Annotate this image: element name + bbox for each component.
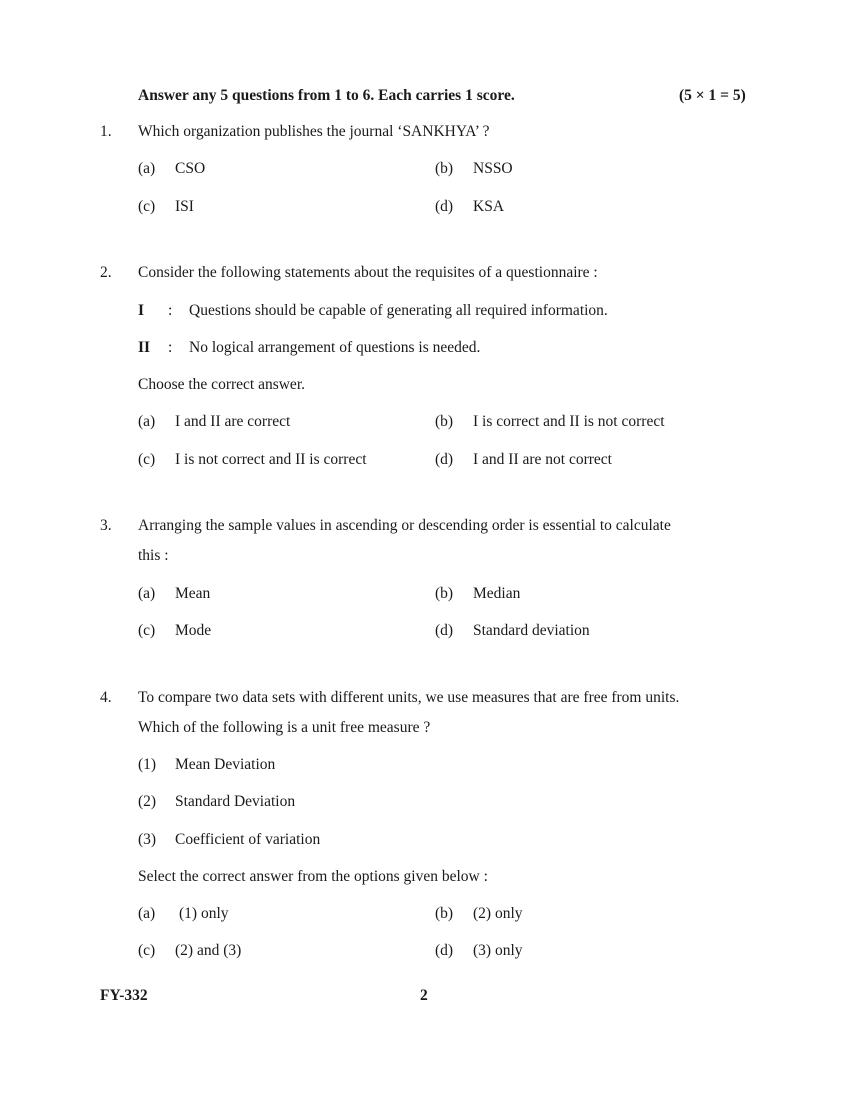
option-label: (b) [435,585,454,602]
option-text: (2) only [473,905,523,922]
question-number: 3. [100,517,112,534]
question-text-line-1: To compare two data sets with different units, we use measures that are free from units. [138,689,680,706]
option-label: (b) [435,160,454,177]
option-label: (a) [138,160,156,177]
option-label: (c) [138,451,156,468]
option-label: (d) [435,451,454,468]
question-text: Which organization publishes the journal ‘SANKHYA’ ? [138,123,490,140]
question-number: 1. [100,123,112,140]
question-prompt: Select the correct answer from the options given below : [138,868,488,885]
question-text: Consider the following statements about the requisites of a questionnaire : [138,264,598,281]
statement-label: I [138,302,145,319]
option-text: Mean [175,585,211,602]
option-text: I is not correct and II is correct [175,451,367,468]
score-label: (5 × 1 = 5) [679,87,746,104]
option-text: Median [473,585,521,602]
item-text: Mean Deviation [175,756,276,773]
question-text-line-2: this : [138,547,169,564]
item-label: (2) [138,793,157,810]
option-text: Standard deviation [473,622,590,639]
option-label: (c) [138,942,156,959]
item-text: Coefficient of variation [175,831,321,848]
option-text: I is correct and II is not correct [473,413,665,430]
question-text-line-1: Arranging the sample values in ascending or descending order is essential to calculate [138,517,671,534]
statement-text: Questions should be capable of generating all required information. [189,302,608,319]
question-prompt: Choose the correct answer. [138,376,305,393]
option-label: (c) [138,198,156,215]
page-number: 2 [420,987,428,1004]
instruction-line: Answer any 5 questions from 1 to 6. Each carries 1 score. [138,87,515,104]
option-label: (b) [435,413,454,430]
option-label: (d) [435,942,454,959]
option-label: (d) [435,622,454,639]
option-label: (a) [138,905,156,922]
option-text: (3) only [473,942,523,959]
statement-text: No logical arrangement of questions is needed. [189,339,481,356]
option-text: Mode [175,622,212,639]
statement-separator: : [168,339,173,356]
statement-label: II [138,339,151,356]
question-number: 4. [100,689,112,706]
item-text: Standard Deviation [175,793,296,810]
question-text-line-2: Which of the following is a unit free measure ? [138,719,431,736]
option-text: NSSO [473,160,513,177]
option-text: ISI [175,198,194,215]
option-label: (c) [138,622,156,639]
option-label: (a) [138,585,156,602]
paper-code: FY-332 [100,987,148,1004]
option-text: (1) only [179,905,229,922]
option-text: CSO [175,160,206,177]
option-text: (2) and (3) [175,942,242,959]
option-label: (a) [138,413,156,430]
item-label: (1) [138,756,157,773]
statement-separator: : [168,302,173,319]
option-label: (b) [435,905,454,922]
option-text: I and II are correct [175,413,291,430]
option-label: (d) [435,198,454,215]
item-label: (3) [138,831,157,848]
option-text: I and II are not correct [473,451,612,468]
option-text: KSA [473,198,505,215]
question-number: 2. [100,264,112,281]
